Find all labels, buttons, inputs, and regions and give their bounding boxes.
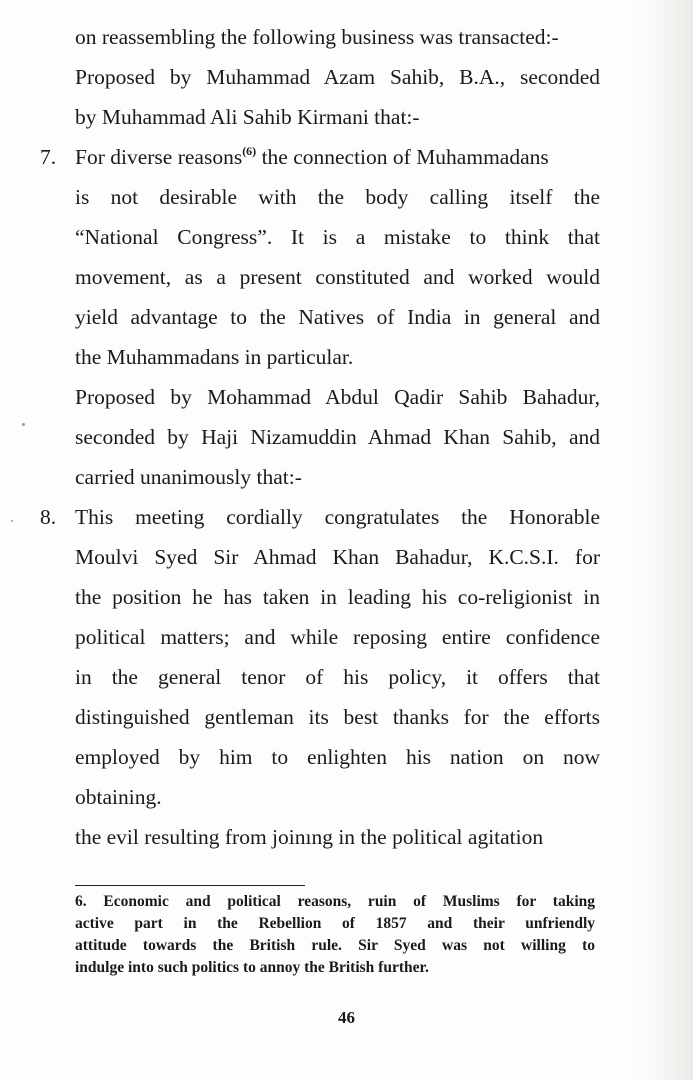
footnote-separator [75, 885, 305, 886]
text-line-2: Proposed by Muhammad Azam Sahib, B.A., seconded [75, 65, 600, 89]
footnote-reference: (6) [242, 144, 257, 158]
text-line-11: seconded by Haji Nizamuddin Ahmad Khan Sahib, and [75, 425, 600, 449]
text-line-8: yield advantage to the Natives of India in general and [75, 305, 600, 329]
scan-speck [11, 520, 13, 522]
page-edge-shadow [635, 0, 693, 1080]
text-line-16: political matters; and while reposing entire confidence [75, 625, 600, 649]
text-line-21: the evil resulting from joinıng in the political agitation [75, 825, 544, 849]
scan-speck [22, 423, 25, 426]
text-line-3: by Muhammad Ali Sahib Kirmani that:- [75, 105, 420, 129]
text-line-13: This meeting cordially congratulates the Honorable [75, 505, 600, 529]
text-line-7: movement, as a present constituted and worked would [75, 265, 600, 289]
footnote-line-3: attitude towards the British rule. Sir Syed was not willing to [75, 937, 595, 954]
footnote-line-1: 6. Economic and political reasons, ruin of Muslims for taking [75, 893, 595, 910]
text-line-12: carried unanimously that:- [75, 465, 302, 489]
text-line-19: employed by him to enlighten his nation on now [75, 745, 600, 769]
text-line-4-end: the connection of Muhammadans [261, 145, 549, 169]
footnote-line-2: active part in the Rebellion of 1857 and their unfriendly [75, 915, 595, 932]
text-line-9: the Muhammadans in particular. [75, 345, 354, 369]
text-line-17: in the general tenor of his policy, it offers that [75, 665, 600, 689]
text-line-14: Moulvi Syed Sir Ahmad Khan Bahadur, K.C.S.I. for [75, 545, 600, 569]
footnote-line-4: indulge into such politics to annoy the British further. [75, 959, 429, 976]
text-line-1: on reassembling the following business was transacted:- [75, 25, 559, 49]
text-line-10: Proposed by Mohammad Abdul Qadir Sahib Bahadur, [75, 385, 600, 409]
text-line-6: “National Congress”. It is a mistake to think that [75, 225, 600, 249]
text-line-4-start: For diverse reasons [75, 145, 243, 169]
text-line-15: the position he has taken in leading his co-religionist in [75, 585, 600, 609]
text-line-5: is not desirable with the body calling itself the [75, 185, 600, 209]
text-line-18: distinguished gentleman its best thanks for the efforts [75, 705, 600, 729]
item-number-8: 8. [40, 505, 57, 529]
text-line-4 [75, 142, 600, 172]
text-line-20: obtaining. [75, 785, 162, 809]
page-number: 46 [338, 1008, 355, 1027]
item-number-7: 7. [40, 145, 57, 169]
